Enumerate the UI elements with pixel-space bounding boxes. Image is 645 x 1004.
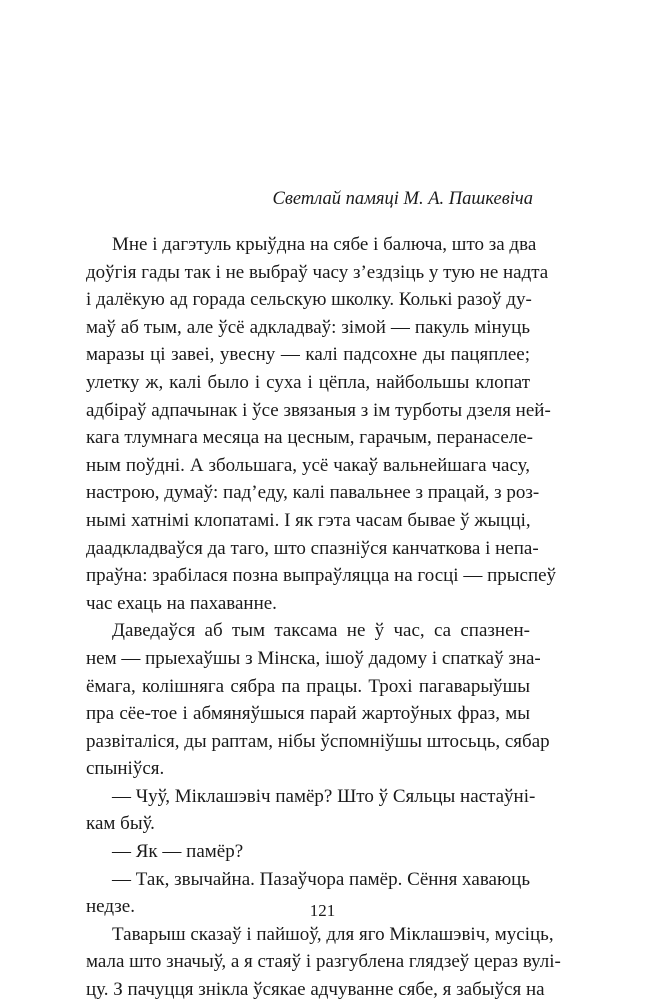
text-line: Мне і дагэтуль крыўдна на сябе і балюча, што за два	[112, 234, 537, 255]
text-line: развіталіся, ды раптам, нібы ўспомніўшы штосьць, сябар	[86, 730, 550, 752]
text-line: — Чуў, Міклашэвіч памёр? Што ў Сяльцы настаўні-	[112, 785, 536, 807]
text-line: настрою, думаў: пад’еду, калі павальнее з працай, з роз-	[86, 482, 540, 504]
text-line: — Так, звычайна. Пазаўчора памёр. Сёння хаваюць	[112, 868, 530, 890]
text-line: і далёкую ад горада сельскую школку. Колькі разоў ду-	[86, 289, 532, 311]
text-line: праўна: зрабілася позна выпраўляцца на госці — прыспеў	[86, 565, 557, 587]
text-line: маразы ці завеі, увесну — калі падсохне ды пацяплее;	[86, 344, 530, 366]
text-line: маў аб тым, але ўсё адкладваў: зімой — пакуль мінуць	[86, 316, 530, 338]
text-line: ёмага, колішняга сябра па працы. Трохі пагаварыўшы	[86, 675, 530, 697]
text-line: кам быў.	[86, 813, 155, 835]
body-text	[86, 231, 561, 1004]
text-line: даадкладваўся да таго, што спазніўся канчаткова і непа-	[86, 537, 539, 559]
text-line: Таварыш сказаў і пайшоў, для яго Міклашэвіч, мусіць,	[112, 923, 554, 945]
text-line: кага тлумнага месяца на цесным, гарачым, перанаселе-	[86, 427, 534, 449]
text-line: нем — прыехаўшы з Мінска, ішоў дадому і спаткаў зна-	[86, 647, 541, 669]
text-line: пра сёе-тое і абмяняўшыся парай жартоўных фраз, мы	[86, 703, 530, 725]
text-line: Даведаўся аб тым таксама не ў час, са спазнен-	[112, 620, 530, 642]
text-line: — Як — памёр?	[112, 841, 244, 863]
text-line: спыніўся.	[86, 758, 165, 780]
text-line: доўгія гады так і не выбраў часу з’ездзіць у тую не надта	[86, 261, 549, 283]
text-line: час ехаць на пахаванне.	[86, 592, 277, 614]
text-line: цу. З пачуцця знікла ўсякае адчуванне сябе, я забыўся на	[86, 979, 545, 1001]
text-line: адбіраў адпачынак і ўсе звязаныя з ім турботы дзеля ней-	[86, 399, 551, 421]
text-line: недзе.	[86, 896, 135, 918]
text-line: мала што значыў, а я стаяў і разгублена глядзеў цераз вулі-	[86, 951, 561, 973]
text-line: нымі хатнімі клопатамі. І як гэта часам бывае ў жыцці,	[86, 509, 531, 531]
text-line: ным поўдні. А збольшага, усё чакаў вальнейшага часу,	[86, 454, 530, 476]
dedication: Светлай памяці М. А. Пашкевіча	[272, 189, 533, 209]
text-line: улетку ж, калі было і суха і цёпла, найбольшы клопат	[86, 371, 530, 393]
page-number: 121	[309, 901, 336, 920]
